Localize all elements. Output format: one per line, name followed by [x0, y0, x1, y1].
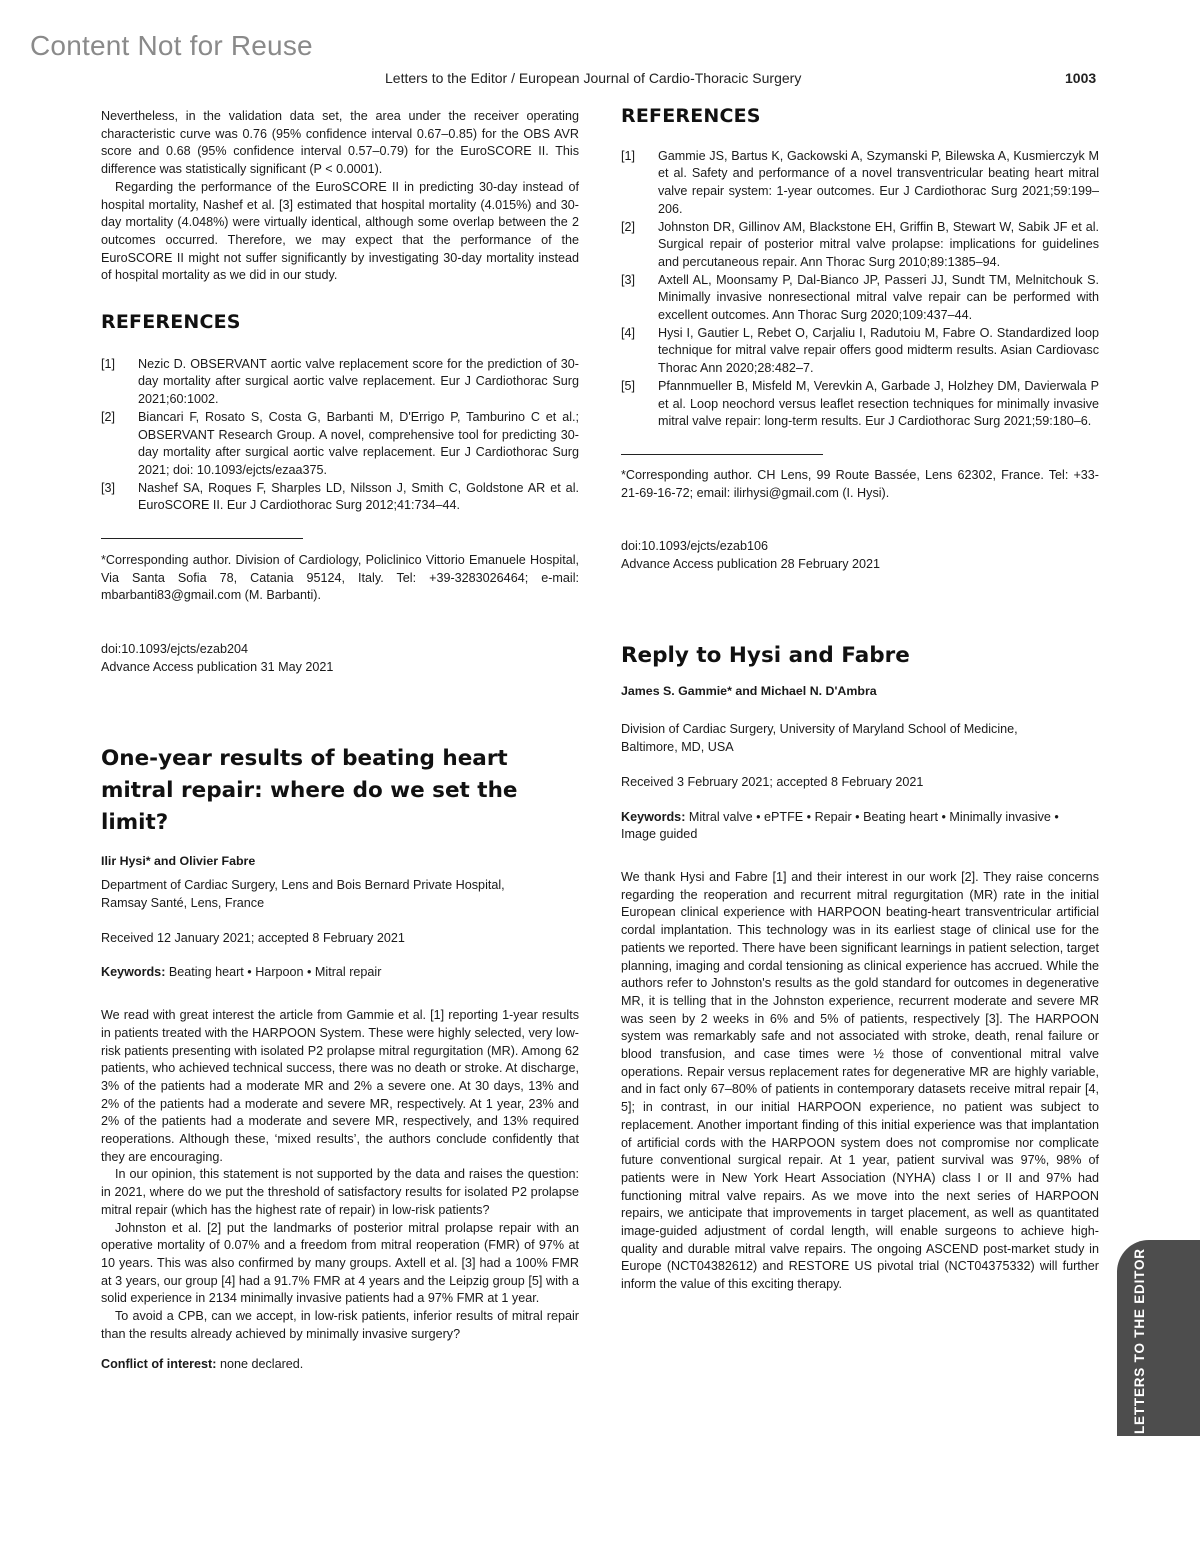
running-head: Letters to the Editor / European Journal of Cardio-Thoracic Surgery [385, 70, 802, 86]
conflict-text: none declared. [219, 1357, 304, 1372]
references-heading: REFERENCES [621, 105, 761, 127]
reference-text: Axtell AL, Moonsamy P, Dal-Bianco JP, Passeri JJ, Sundt TM, Melnitchouk S. Minimally invasive nonresectional mitral valve repair can be performed with excellent outcomes. Ann Thorac Surg 2020;109:437–44. [658, 272, 1099, 323]
conflict-of-interest [101, 1356, 579, 1374]
reference-number: [2] [621, 219, 636, 234]
reference-item [621, 325, 1099, 378]
side-tab-label: LETTERS TO THE EDITOR [1132, 1248, 1147, 1434]
footnote-rule [621, 454, 823, 455]
watermark: Content Not for Reuse [30, 30, 313, 61]
body-paragraph: We thank Hysi and Fabre [1] and their interest in our work [2]. They raise concerns regarding the reoperation and recurrent mitral regurgitation (MR) rate in the initial European clinical experience with HARPOON beating-heart transventricular artificial cordal implantation. This technology was in its earliest stage of clinical use for the patients we reported. There have been significant learnings in patient selection, target planning, imaging and cordal tensioning as clinical experience has accrued. While the authors refer to Johnston's results as the gold standard for outcomes in degenerative MR, it is telling that in the Johnston experience, recurrent moderate and severe MR was seen by 2 weeks in 6% and 5% of patients, respectively [3]. The HARPOON system was remarkably safe and not associated with stroke, death, renal failure or blood transfusion, and case times were ½ those of conventional mitral valve operations. Repair versus replacement rates for degenerative MR are highly variable, and in fact only 67–80% of patients in contemporary datasets receive mitral repair [4, 5]; in contrast, in our initial HARPOON experience, no patient was subject to replacement. Another important finding of this initial experience was that implantation of artificial cords with the HARPOON system does not compromise nor complicate future conventional surgical repair. At 1 year, patient survival was 97%, 98% of patients were in New York Heart Association (NYHA) class I or II and 97% had functioning mitral valve repairs. As we move into the next series of HARPOON repairs, we anticipate that improvements in target placement, as well as quantitated image-guided adjustment of cordal length, will enable surgeons to achieve high-quality and durable mitral valve repairs. The ongoing ASCEND post-market study in Europe (NCT04382612) and RESTORE US pivotal trial (NCT04375332) will further inform the value of this exciting therapy. [621, 869, 1099, 1292]
reference-item [621, 219, 1099, 272]
corresponding-author: *Corresponding author. Division of Cardiology, Policlinico Vittorio Emanuele Hospital, Via Santa Sofia 78, Catania 95124, Italy. Tel: +39-3283026464; e-mail: mbarbanti83@gmail.com (M. Barbanti). [101, 553, 579, 603]
reference-number: [5] [621, 378, 636, 393]
reference-list [621, 148, 1099, 431]
body-paragraph: To avoid a CPB, can we accept, in low-risk patients, inferior results of mitral repair than the results already achieved by minimally invasive surgery? [101, 1309, 579, 1341]
reference-item [101, 480, 579, 515]
keywords-list: Beating heart • Harpoon • Mitral repair [168, 965, 382, 980]
doi: doi:10.1093/ejcts/ezab204 [101, 642, 249, 657]
left-column [101, 108, 579, 1374]
conflict-label: Conflict of interest: [101, 1357, 217, 1372]
reference-text: Pfannmueller B, Misfeld M, Verevkin A, Garbade J, Holzhey DM, Davierwala P et al. Loop neochord versus leaflet resection techniques for minimally invasive mitral valve repair: long-term results. Eur J Cardiothorac Surg 2021;59:180–6. [658, 378, 1099, 429]
keywords [621, 809, 1091, 844]
article-authors: Ilir Hysi* and Olivier Fabre [101, 853, 256, 868]
reference-number: [2] [101, 409, 116, 424]
reference-item [101, 356, 579, 409]
article-title: Reply to Hysi and Fabre [621, 642, 910, 668]
body-paragraph: Johnston et al. [2] put the landmarks of posterior mitral prolapse repair with an operative mortality of 0.07% and a freedom from mitral reoperation (FMR) of 97% at 10 years. This was also confirmed by many groups. Axtell et al. [3] had a 100% FMR at 3 years, our group [4] had a 91.7% FMR at 4 years and the Leipzig group [5] with a solid experience in 2134 minimally invasive patients had a 97% FMR at 1 year. [101, 1220, 579, 1306]
doi: doi:10.1093/ejcts/ezab106 [621, 539, 769, 554]
reference-text: Gammie JS, Bartus K, Gackowski A, Szymanski P, Bilewska A, Kusmierczyk M et al. Safety and performance of a novel transventricular beating heart mitral valve repair system: 1-year outcomes. Eur J Cardiothorac Surg 2021;59:199–206. [658, 148, 1099, 216]
reference-text: Nezic D. OBSERVANT aortic valve replacement score for the prediction of 30-day mortality after surgical aortic valve replacement. Eur J Cardiothorac Surg 2021;60:1002. [138, 356, 579, 407]
keywords [101, 964, 579, 982]
reference-number: [4] [621, 325, 636, 340]
author-affiliation: Department of Cardiac Surgery, Lens and Bois Bernard Private Hospital, Ramsay Santé, Lens, France [101, 878, 505, 910]
body-paragraph: Nevertheless, in the validation data set, the area under the receiver operating characteristic curve was 0.76 (95% confidence interval 0.67–0.85) for the OBS AVR score and 0.68 (95% confidence interval 0.57–0.79) for the EuroSCORE II. This difference was statistically significant (P < 0.0001). [101, 109, 579, 177]
article-authors: James S. Gammie* and Michael N. D'Ambra [621, 683, 877, 698]
advance-access: Advance Access publication 28 February 2021 [621, 557, 881, 572]
reference-item [621, 378, 1099, 431]
body-paragraph: We read with great interest the article from Gammie et al. [1] reporting 1-year results in patients treated with the HARPOON System. These were highly selected, very low-risk patients presenting with isolated P2 prolapse mitral regurgitation (MR). Among 62 patients, who achieved technical success, there was no death or stroke. At discharge, 3% of the patients had a moderate MR and 2% a severe one. At 30 days, 13% and 2% of the patients had a moderate and severe MR, respectively. At 1 year, 23% and 2% of the patients had a moderate and severe MR, respectively, and 13% required reoperations. Although these, ‘mixed results’, the authors conclude confidently that they are encouraging. [101, 1008, 579, 1164]
article-body [101, 1007, 579, 1343]
author-affiliation: Division of Cardiac Surgery, University of Maryland School of Medicine, Baltimore, MD, USA [621, 722, 1018, 755]
reference-text: Johnston DR, Gillinov AM, Blackstone EH, Griffin B, Stewart W, Sabik JF et al. Surgical repair of posterior mitral valve prolapse: implications for guidelines and percutaneous repair. Ann Thorac Surg 2010;89:1385–94. [658, 219, 1099, 269]
reference-number: [1] [621, 148, 636, 163]
keywords-label: Keywords: [621, 809, 686, 824]
reference-item [101, 409, 579, 480]
received-dates: Received 12 January 2021; accepted 8 February 2021 [101, 930, 405, 945]
references-heading: REFERENCES [101, 311, 241, 334]
reference-text: Nashef SA, Roques F, Sharples LD, Nilsson J, Smith C, Goldstone AR et al. EuroSCORE II. Eur J Cardiothorac Surg 2012;41:734–44. [138, 480, 579, 513]
reference-number: [3] [621, 272, 636, 287]
reference-item [621, 148, 1099, 219]
reference-number: [3] [101, 480, 116, 495]
reference-list [101, 356, 579, 515]
reference-item [621, 272, 1099, 325]
reference-text: Biancari F, Rosato S, Costa G, Barbanti M, D'Errigo P, Tamburino C et al.; OBSERVANT Research Group. A novel, comprehensive tool for predicting 30-day mortality after surgical aortic valve replacement. Eur J Cardiothorac Surg 2021; doi: 10.1093/ejcts/ezaa375. [138, 409, 579, 477]
article-title: One-year results of beating heart mitral repair: where do we set the limit? [101, 745, 518, 835]
received-dates: Received 3 February 2021; accepted 8 February 2021 [621, 774, 924, 789]
reference-number: [1] [101, 356, 116, 371]
section-side-tab [1117, 1240, 1200, 1436]
page-number: 1003 [1065, 70, 1097, 86]
corresponding-author: *Corresponding author. CH Lens, 99 Route Bassée, Lens 62302, France. Tel: +33-21-69-16-72; email: ilirhysi@gmail.com (I. Hysi). [621, 467, 1099, 500]
reference-text: Hysi I, Gautier L, Rebet O, Carjaliu I, Radutoiu M, Fabre O. Standardized loop technique for mitral valve repair offers good midterm results. Asian Cardiovasc Thorac Ann 2020;28:482–7. [658, 325, 1099, 376]
keywords-label: Keywords: [101, 965, 166, 980]
footnote-rule [101, 538, 303, 539]
advance-access: Advance Access publication 31 May 2021 [101, 659, 334, 674]
keywords-list: Mitral valve • ePTFE • Repair • Beating heart • Minimally invasive • Image guided [621, 809, 1059, 842]
body-paragraph: In our opinion, this statement is not supported by the data and raises the question: in 2021, where do we put the threshold of satisfactory results for isolated P2 prolapse mitral repair (which has the highest rate of repair) in low-risk patients? [101, 1167, 579, 1217]
body-paragraph: Regarding the performance of the EuroSCORE II in predicting 30-day instead of hospital mortality, Nashef et al. [3] estimated that hospital mortality (4.015%) and 30-day mortality (4.048%) were virtually identical, although some overlap between the 2 outcomes occurred. Therefore, we may expect that the performance of the EuroSCORE II might not suffer significantly by investigating 30-day mortality instead of hospital mortality as we did in our study. [101, 179, 579, 283]
right-column [621, 105, 1099, 1294]
